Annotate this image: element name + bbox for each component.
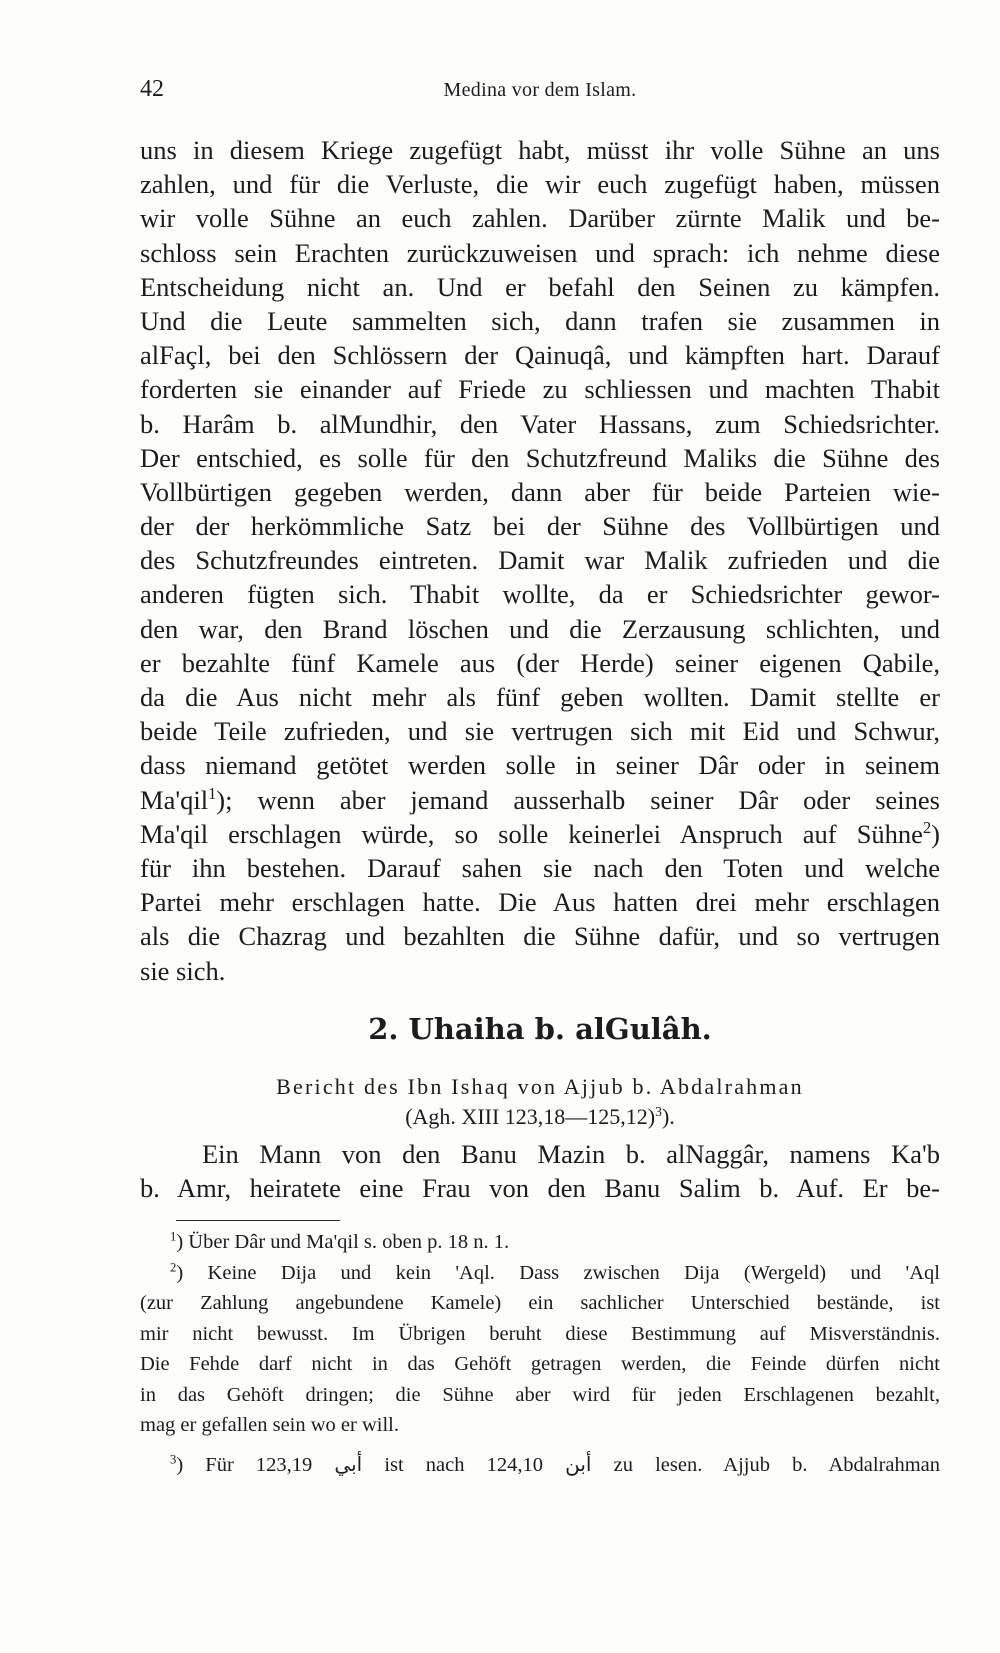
source-citation: [140, 1102, 940, 1132]
footnote-2-line: in das Gehöft dringen; die Sühne aber wird für jeden Erschlagenen bezahlt,: [140, 1383, 940, 1406]
footnote-1: [140, 1227, 940, 1258]
text-fragment: ); wenn aber jemand ausserhalb seiner Dâr oder seines: [216, 784, 940, 815]
text-line: b. Harâm b. alMundhir, den Vater Hassans, zum Schiedsrichter.: [140, 408, 940, 439]
footnote-text: zu lesen. Ajjub b. Abdalrahman: [613, 1453, 941, 1476]
footnote-2: [140, 1258, 940, 1289]
text-line: Partei mehr erschlagen hatte. Die Aus hatten drei mehr erschlagen: [140, 887, 940, 918]
footnote-marker: 2: [170, 1259, 177, 1274]
text-line-with-footnote-ref: [140, 783, 940, 817]
text-line: dass niemand getötet werden solle in seiner Dâr oder in seinem: [140, 750, 940, 781]
text-fragment: ): [931, 818, 940, 849]
source-line: Bericht des Ibn Ishaq von Ajjub b. Abdalrahman: [276, 1074, 804, 1099]
footnote-marker: 3: [170, 1451, 177, 1466]
text-line: des Schutzfreundes eintreten. Damit war Malik zufrieden und die: [140, 545, 940, 576]
section-number: 2.: [368, 1012, 399, 1046]
footnotes: [140, 1227, 940, 1479]
text-line: forderten sie einander auf Friede zu schliessen und machten Thabit: [140, 374, 940, 405]
text-line: uns in diesem Kriege zugefügt habt, müsst ihr volle Sühne an uns: [140, 135, 940, 165]
text-line: Der entschied, es solle für den Schutzfreund Maliks die Sühne des: [140, 442, 940, 473]
arabic-word: أبن: [565, 1451, 592, 1476]
footnote-text: ) Keine Dija und kein 'Aql. Dass zwischen Dija (Wergeld) und 'Aql: [176, 1261, 940, 1284]
text-line: der der herkömmliche Satz bei der Sühne des Vollbürtigen und: [140, 511, 940, 542]
footnote-ref-2: 2: [922, 817, 932, 837]
footnote-text: ) Über Dâr und Ma'qil s. oben p. 18 n. 1.: [176, 1231, 510, 1253]
footnote-2-line: (zur Zahlung angebundene Kamele) ein sachlicher Unterschied bestände, ist: [140, 1292, 940, 1314]
footnote-divider: [176, 1220, 340, 1221]
text-line: beide Teile zufrieden, und sie vertrugen sich mit Eid und Schwur,: [140, 716, 940, 747]
main-text: [140, 133, 940, 988]
text-line: für ihn bestehen. Darauf sahen sie nach den Toten und welche: [140, 852, 940, 883]
footnote-2-line: Die Fehde darf nicht in das Gehöft getragen werden, die Feinde dürfen nicht: [140, 1353, 940, 1375]
text-line-with-footnote-ref: [140, 817, 940, 851]
footnote-2-line: mag er gefallen sein wo er will.: [140, 1414, 400, 1436]
text-line: anderen fügten sich. Thabit wollte, da er Schiedsrichter gewor-: [140, 579, 940, 610]
arabic-word: أبي: [334, 1451, 363, 1476]
footnote-spacer: [140, 1441, 940, 1449]
footnote-ref-3: 3: [655, 1103, 662, 1119]
text-line: als die Chazrag und bezahlten die Sühne dafür, und so vertrugen: [140, 921, 940, 952]
footnote-text: 123,19 ist nach 124,10: [255, 1453, 543, 1476]
page-header: [140, 76, 940, 106]
text-line: sie sich.: [140, 955, 226, 986]
text-line: er bezahlte fünf Kamele aus (der Herde) seiner eigenen Qabile,: [140, 647, 940, 678]
footnote-3: [140, 1449, 940, 1480]
text-fragment: Ma'qil erschlagen würde, so solle keinerlei Anspruch auf Sühne: [140, 818, 923, 849]
section-title: Uhaiha b. alGulâh.: [408, 1012, 712, 1046]
footnote-2-line: mir nicht bewusst. Im Übrigen beruht diese Bestimmung auf Misverständnis.: [140, 1322, 940, 1345]
text-fragment: Ma'qil: [140, 784, 209, 815]
source-reference: [140, 1072, 940, 1132]
text-line: Vollbürtigen gegeben werden, dann aber für beide Parteien wie-: [140, 476, 940, 507]
text-line: Und die Leute sammelten sich, dann trafen sie zusammen in: [140, 305, 940, 336]
footnote-marker: 1: [170, 1229, 177, 1244]
running-title: Medina vor dem Islam.: [443, 79, 637, 101]
text-line: wir volle Sühne an euch zahlen. Darüber zürnte Malik und be-: [140, 203, 940, 234]
footnote-text: ) Für: [176, 1453, 234, 1476]
story-text: [140, 1137, 940, 1205]
citation-text: (Agh. XIII 123,18—125,12): [405, 1104, 656, 1129]
text-line: zahlen, und für die Verluste, die wir euch zugefügt haben, müssen: [140, 169, 940, 200]
citation-end: ).: [661, 1104, 675, 1129]
text-line: den war, den Brand löschen und die Zerzausung schlichten, und: [140, 613, 940, 644]
text-line: Ein Mann von den Banu Mazin b. alNaggâr, namens Ka'b: [202, 1139, 940, 1169]
text-line: da die Aus nicht mehr als fünf geben wollten. Damit stellte er: [140, 682, 940, 712]
text-line: alFaçl, bei den Schlössern der Qainuqâ, und kämpften hart. Darauf: [140, 340, 940, 371]
text-line: schloss sein Erachten zurückzuweisen und sprach: ich nehme diese: [140, 237, 940, 268]
footnote-ref-1: 1: [208, 783, 217, 803]
text-line: b. Amr, heiratete eine Frau von den Banu Salim b. Auf. Er be-: [140, 1173, 940, 1204]
section-heading: [140, 1012, 940, 1046]
page-number: 42: [140, 76, 164, 102]
text-line: Entscheidung nicht an. Und er befahl den Seinen zu kämpfen.: [140, 271, 940, 302]
